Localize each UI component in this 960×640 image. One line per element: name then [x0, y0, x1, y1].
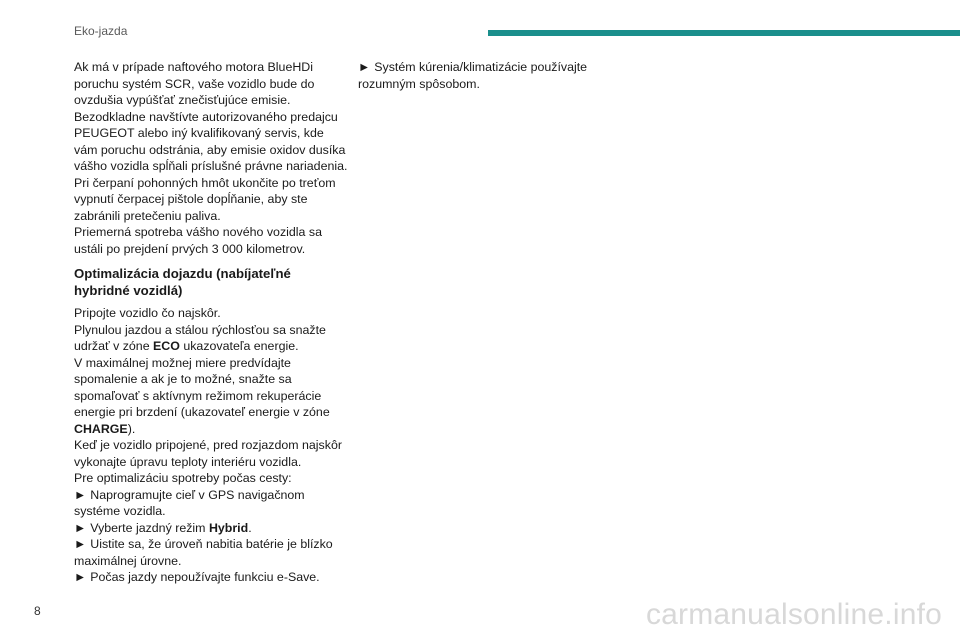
- eco-label: ECO: [153, 339, 180, 353]
- arrow-icon: ►: [74, 537, 87, 551]
- paragraph-optimization-intro: Pre optimalizáciu spotreby počas cesty:: [74, 471, 292, 485]
- hybrid-label: Hybrid: [208, 520, 249, 535]
- header-accent-bar: [488, 30, 960, 36]
- left-column: [74, 59, 349, 586]
- arrow-icon: ►: [74, 487, 87, 502]
- intro-paragraph-2: Pri čerpaní pohonných hmôt ukončite po treťom vypnutí čerpacej pištole dopĺňanie, aby ste zabránili pretečeniu paliva.: [74, 175, 336, 223]
- arrow-icon: ►: [74, 520, 87, 535]
- intro-paragraph-3: Priemerná spotreba vášho nového vozidla sa ustáli po prejdení prvých 3 000 kilometrov.: [74, 225, 322, 256]
- intro-paragraph-1: Ak má v prípade naftového motora BlueHDi poruchu systém SCR, vaše vozidlo bude do ovzdušia vypúšťať znečisťujúce emisie. Bezodkladne navštívte autorizovaného predajcu PEUGEOT alebo iný kvalifikovaný servis, kde vám poruchu odstránia, aby emisie oxidov dusíka vášho vozidla spĺňali príslušné právne nariadenia.: [74, 60, 348, 173]
- paragraph-regeneration: V maximálnej možnej miere predvídajte spomalenie a ak je to možné, snažte sa spomaľovať s aktívnym režimom rekuperácie energie pri brzdení (ukazovateľ energie v zóne CHARGE).: [74, 355, 330, 436]
- page-header-title: Eko-jazda: [74, 24, 128, 38]
- arrow-icon: ►: [74, 570, 87, 584]
- paragraph-preconditioning: Keď je vozidlo pripojené, pred rozjazdom najskôr vykonajte úpravu teploty interiéru vozidla.: [74, 438, 342, 469]
- paragraph-connect: Pripojte vozidlo čo najskôr.: [74, 306, 221, 320]
- charge-label: CHARGE: [74, 421, 128, 436]
- arrow-icon: ►: [358, 60, 371, 74]
- right-column: [358, 59, 608, 92]
- bullet-climate: ► Systém kúrenia/klimatizácie používajte rozumným spôsobom.: [358, 60, 588, 91]
- page-number: 8: [34, 604, 41, 618]
- bullet-gps: ► Naprogramujte cieľ v GPS navigačnom systéme vozidla.: [74, 487, 305, 518]
- bullet-hybrid-mode: ► Vyberte jazdný režim Hybrid.: [74, 520, 252, 535]
- watermark: carmanualsonline.info: [645, 598, 942, 631]
- paragraph-eco-zone: Plynulou jazdou a stálou rýchlosťou sa snažte udržať v zóne ECO ukazovateľa energie.: [74, 322, 326, 353]
- bullet-esave: ► Počas jazdy nepoužívajte funkciu e-Save.: [74, 570, 320, 584]
- bullet-battery-level: ► Uistite sa, že úroveň nabitia batérie je blízko maximálnej úrovne.: [74, 537, 333, 568]
- section-heading: Optimalizácia dojazdu (nabíjateľné hybridné vozidlá): [74, 266, 291, 298]
